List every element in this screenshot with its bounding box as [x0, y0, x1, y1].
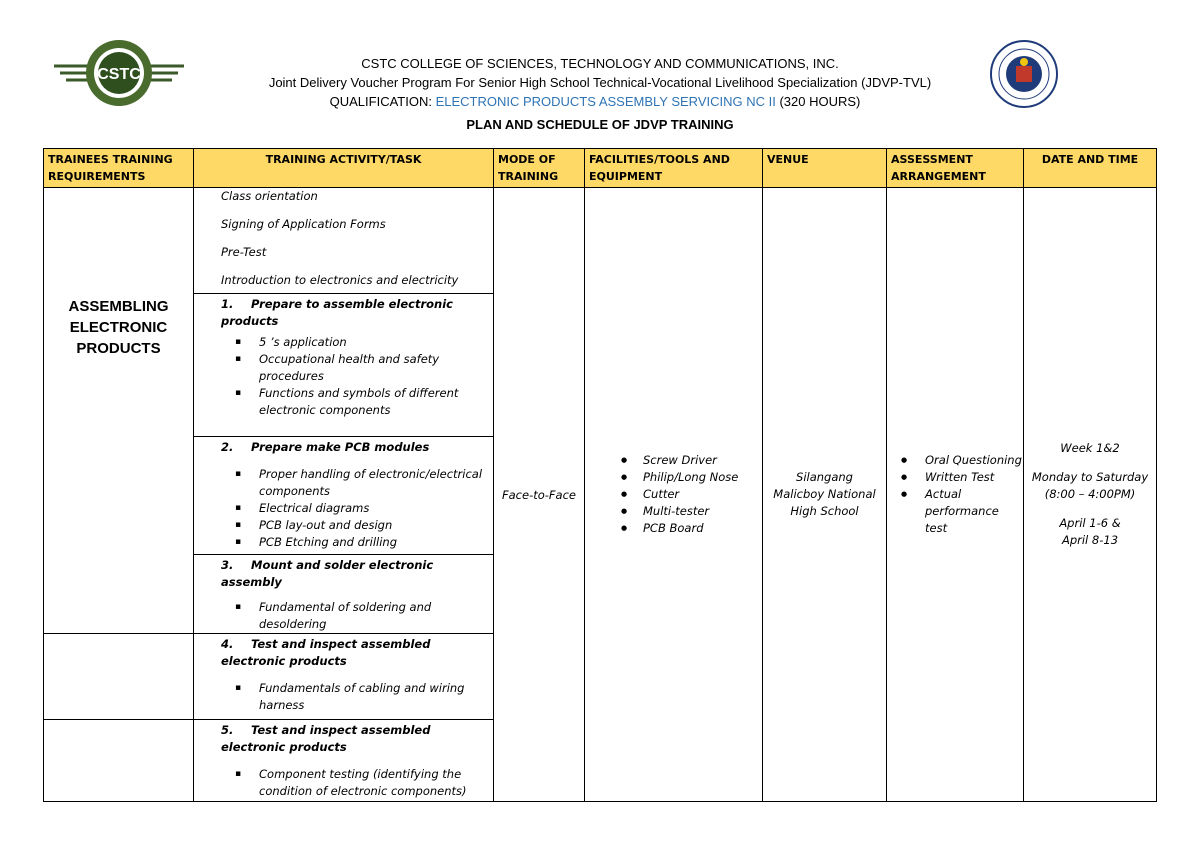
- tool-item: ● Cutter: [621, 486, 762, 503]
- task-items: [221, 466, 485, 551]
- task-cell: [194, 294, 494, 437]
- task-items: [221, 599, 485, 633]
- date-time: (8:00 – 4:00PM): [1044, 487, 1136, 501]
- assessment-item: ● Actual performance test: [901, 486, 1023, 537]
- date-days: Monday to Saturday: [1031, 470, 1149, 484]
- task-item: ▪ PCB Etching and drilling: [235, 534, 485, 551]
- qualification-hours: (320 HOURS): [775, 94, 861, 109]
- col-header-requirements: TRAINEES TRAINING REQUIREMENTS: [44, 149, 194, 188]
- tool-item: ● PCB Board: [621, 520, 762, 537]
- col-header-venue: VENUE: [763, 149, 887, 188]
- activity-item: Pre-Test: [221, 245, 267, 259]
- task-item: ▪ PCB lay-out and design: [235, 517, 485, 534]
- task-item: ▪ Fundamentals of cabling and wiring harness: [235, 680, 485, 714]
- col-header-facilities: FACILITIES/TOOLS AND EQUIPMENT: [585, 149, 763, 188]
- task-title: 3. Mount and solder electronic assembly: [221, 558, 434, 589]
- venue-cell: [763, 188, 887, 802]
- task-cell: [194, 720, 494, 802]
- requirement-cell-empty: [44, 634, 194, 720]
- task-item: ▪ Component testing (identifying the condition of electronic components): [235, 766, 485, 800]
- mode-cell: [494, 188, 585, 802]
- assessment-item: ● Oral Questioning: [901, 452, 1023, 469]
- activity-item: Signing of Application Forms: [221, 217, 386, 231]
- col-header-activity: TRAINING ACTIVITY/TASK: [194, 149, 494, 188]
- task-cell: [194, 634, 494, 720]
- task-title: 4. Test and inspect assembled electronic products: [221, 637, 431, 668]
- task-items: [221, 766, 485, 800]
- task-item: ▪ Electrical diagrams: [235, 500, 485, 517]
- date-week: Week 1&2: [1060, 441, 1120, 455]
- qualification-line: [160, 92, 1040, 111]
- col-header-date: DATE AND TIME: [1024, 149, 1157, 188]
- qualification-label: QUALIFICATION:: [329, 94, 436, 109]
- task-item: ▪ Functions and symbols of different electronic components: [235, 385, 485, 419]
- document-header: [160, 54, 1040, 134]
- venue-text: Silangang Malicboy National High School: [773, 470, 876, 518]
- training-schedule-table: [43, 148, 1157, 802]
- tools-list: [585, 452, 762, 537]
- task-cell: [194, 555, 494, 634]
- requirement-text: ASSEMBLING ELECTRONIC PRODUCTS: [68, 298, 169, 357]
- activity-item: Class orientation: [221, 189, 318, 203]
- task-cell: [194, 437, 494, 555]
- document-title: PLAN AND SCHEDULE OF JDVP TRAINING: [466, 117, 734, 132]
- task-item: ▪ Occupational health and safety procedures: [235, 351, 485, 385]
- tool-item: ● Screw Driver: [621, 452, 762, 469]
- task-items: [221, 334, 485, 419]
- task-item: ▪ Fundamental of soldering and desoldering: [235, 599, 485, 633]
- date-range-1: April 1-6 &: [1059, 516, 1121, 530]
- assessment-list: [887, 452, 1023, 537]
- tool-item: ● Philip/Long Nose: [621, 469, 762, 486]
- tool-item: ● Multi-tester: [621, 503, 762, 520]
- program-name: Joint Delivery Voucher Program For Senior High School Technical-Vocational Livelihood Specialization (JDVP-TVL): [268, 75, 932, 90]
- qualification-value: ELECTRONIC PRODUCTS ASSEMBLY SERVICING NC II: [435, 94, 776, 109]
- requirement-cell-empty: [44, 720, 194, 802]
- task-title: 2. Prepare make PCB modules: [221, 440, 430, 454]
- date-range-2: April 8-13: [1061, 533, 1119, 547]
- school-name: CSTC COLLEGE OF SCIENCES, TECHNOLOGY AND COMMUNICATIONS, INC.: [361, 56, 839, 71]
- task-title: 1. Prepare to assemble electronic products: [221, 297, 453, 328]
- intro-activities-cell: [194, 188, 494, 294]
- task-title: 5. Test and inspect assembled electronic products: [221, 723, 431, 754]
- mode-text: Face-to-Face: [502, 487, 576, 502]
- assessment-cell: [887, 188, 1024, 802]
- task-item: ▪ Proper handling of electronic/electrical components: [235, 466, 485, 500]
- tools-cell: [585, 188, 763, 802]
- assessment-item: ● Written Test: [901, 469, 1023, 486]
- col-header-assessment: ASSESSMENT ARRANGEMENT: [887, 149, 1024, 188]
- task-items: [221, 680, 485, 714]
- col-header-mode: MODE OF TRAINING: [494, 149, 585, 188]
- activity-item: Introduction to electronics and electricity: [221, 273, 459, 287]
- date-cell: [1024, 188, 1157, 802]
- table-header-row: [44, 149, 1157, 188]
- requirement-cell: [44, 188, 194, 634]
- task-item: ▪ 5 ’s application: [235, 334, 485, 351]
- svg-text:CSTC: CSTC: [97, 66, 141, 83]
- table-row: [44, 188, 1157, 294]
